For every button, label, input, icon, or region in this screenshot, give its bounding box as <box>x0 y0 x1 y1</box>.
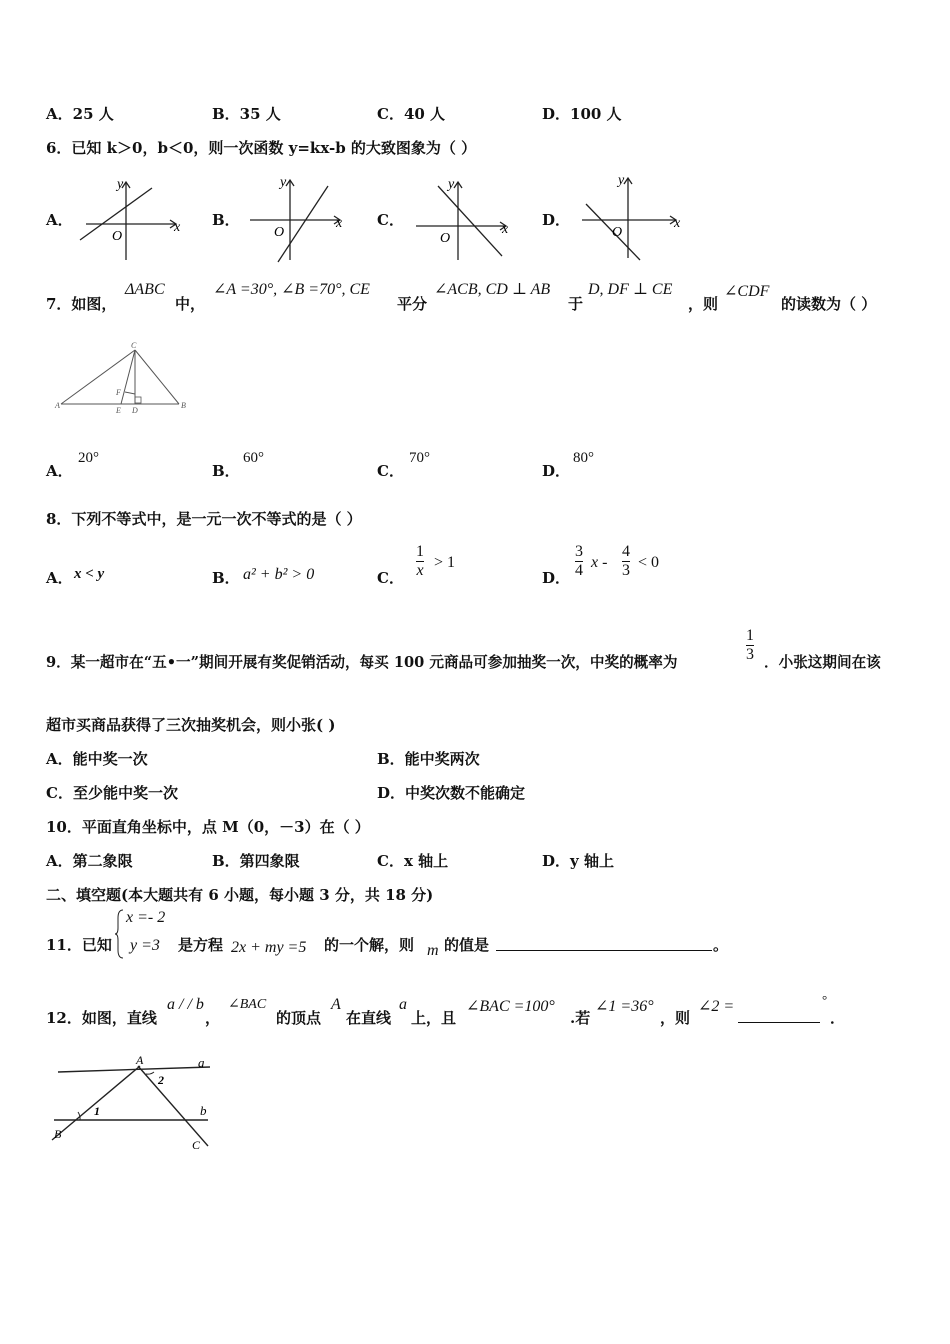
q8-d-denominator-1: 4 <box>575 562 583 579</box>
q8-option-b-label: B． <box>212 569 240 587</box>
q6-b-x-label: x <box>336 216 343 231</box>
q6-c-origin: O <box>440 231 451 246</box>
q12-label-angle-1: 1 <box>94 1104 100 1118</box>
q7-stem-part3: 平分 <box>397 295 428 313</box>
q7-stem-part6: 的读数为（ ） <box>781 295 877 313</box>
q11-system-eq1: x =- 2 <box>126 909 166 926</box>
q12-label-line-a: a <box>198 1055 205 1070</box>
q9-option-d: D．中奖次数不能确定 <box>377 784 526 802</box>
q9-probability-fraction <box>746 627 754 664</box>
q9-stem-line2: 超市买商品获得了三次抽奖机会，则小张( ) <box>46 716 336 734</box>
q12-math-angle1: ∠1 =36° <box>595 998 654 1015</box>
q7-stem-part4: 于 <box>568 295 584 313</box>
q8-c-numerator: 1 <box>416 543 424 560</box>
q11-system-eq2: y =3 <box>130 937 160 954</box>
q7-option-b-label: B． <box>212 462 240 480</box>
q7-option-d-value: 80° <box>573 450 594 466</box>
q7-label-e: E <box>116 406 121 415</box>
q10-option-b: B．第四象限 <box>212 852 300 870</box>
q6-b-origin: O <box>274 225 285 240</box>
q7-stem-part2: 中， <box>175 295 206 313</box>
q7-label-d: D <box>132 406 138 415</box>
q8-option-a-expr: x < y <box>74 566 105 582</box>
q11-equation: 2x + my =5 <box>231 939 307 956</box>
q12-stem-part3: 的顶点 <box>276 1009 322 1027</box>
q12-math-vertex: A <box>331 996 341 1013</box>
q12-stem-part5: 上，且 <box>411 1009 457 1027</box>
q7-stem-part1: 7．如图， <box>46 295 117 313</box>
q8-stem: 8．下列不等式中，是一元一次不等式的是（ ） <box>46 510 362 528</box>
q6-b-y-label: y <box>280 175 287 190</box>
q7-option-a-value: 20° <box>78 450 99 466</box>
q6-stem: 6．已知 k＞0，b＜0，则一次函数 y=kx-b 的大致图象为（ ） <box>46 139 477 157</box>
q6-label-d: D． <box>542 211 571 229</box>
q12-stem-part1: 12．如图，直线 <box>46 1009 157 1027</box>
q9-option-b: B．能中奖两次 <box>377 750 480 768</box>
q6-graph-a <box>76 176 186 266</box>
q7-option-b-value: 60° <box>243 450 264 466</box>
q8-option-b-expr: a² + b² > 0 <box>243 566 315 583</box>
q6-c-y-label: y <box>448 177 455 192</box>
q12-label-point-a: A <box>136 1053 144 1067</box>
q7-label-a: A <box>55 401 60 410</box>
q7-math-triangle: ΔABC <box>125 281 165 298</box>
q10-option-d: D．y 轴上 <box>542 852 614 870</box>
q11-stem-part3: 的一个解，则 <box>324 936 415 954</box>
q11-variable-m: m <box>427 942 439 959</box>
q12-label-angle-2: 2 <box>158 1073 164 1087</box>
q9-frac-denominator: 3 <box>746 646 754 663</box>
q7-triangle-figure <box>55 342 195 414</box>
q6-graph-b <box>244 176 354 266</box>
q12-label-point-c: C <box>192 1138 201 1152</box>
q10-option-c: C．x 轴上 <box>377 852 449 870</box>
q8-option-d-mid: x - <box>591 554 608 571</box>
q7-math-perp: D, DF ⊥ CE <box>588 281 673 298</box>
q12-math-angle-value: ∠BAC =100° <box>466 998 555 1015</box>
q7-label-b: B <box>181 401 186 410</box>
q7-option-c-label: C． <box>377 462 404 480</box>
q12-math-angle-bac: ∠BAC <box>228 997 267 1012</box>
q8-option-c-label: C． <box>377 569 404 587</box>
q12-stem-end: ． <box>830 1009 846 1027</box>
q6-graph-d <box>576 174 686 264</box>
q7-option-a-label: A． <box>46 462 73 480</box>
q5-option-d: D．100 人 <box>542 105 622 123</box>
q12-label-line-b: b <box>200 1103 207 1118</box>
q7-label-c: C <box>131 341 137 350</box>
q8-option-c-rest: > 1 <box>434 554 456 571</box>
q8-option-d-label: D． <box>542 569 571 587</box>
q11-system-brace <box>115 908 125 960</box>
q12-answer-blank[interactable] <box>738 1006 820 1023</box>
q7-math-bisect: ∠ACB, CD ⊥ AB <box>434 281 551 298</box>
q6-d-origin: O <box>612 225 623 240</box>
q5-option-a: A．25 人 <box>46 105 114 123</box>
q9-frac-numerator: 1 <box>746 627 754 644</box>
q8-d-denominator-2: 3 <box>622 562 630 579</box>
q8-d-numerator-1: 3 <box>575 543 583 560</box>
q12-degree-unit: ° <box>822 992 828 1007</box>
q9-option-a: A．能中奖一次 <box>46 750 148 768</box>
q8-option-d-fraction-2 <box>622 543 630 580</box>
q11-stem-part2: 是方程 <box>178 936 224 954</box>
q9-stem-line1: 9．某一超市在“五•一”期间开展有奖促销活动，每买 100 元商品可参加抽奖一次，中奖的概率为 <box>46 654 678 671</box>
q8-option-d-fraction-1 <box>575 543 583 580</box>
q10-stem: 10．平面直角坐标中，点 M（0，－3）在（ ） <box>46 818 370 836</box>
q5-option-b: B．35 人 <box>212 105 281 123</box>
q11-stem-part1: 11．已知 <box>46 936 112 954</box>
q12-label-point-b: B <box>54 1127 62 1141</box>
q7-option-d-label: D． <box>542 462 571 480</box>
q8-c-denominator: x <box>416 562 424 579</box>
q11-stem-end: 。 <box>713 936 729 954</box>
q12-stem-part7: ，则 <box>660 1009 691 1027</box>
q12-math-angle2: ∠2 = <box>698 998 735 1015</box>
q6-c-x-label: x <box>502 222 509 237</box>
q9-option-c: C．至少能中奖一次 <box>46 784 178 802</box>
q8-option-d-rest: < 0 <box>638 554 660 571</box>
q8-option-a-label: A． <box>46 569 73 587</box>
q12-parallel-lines-figure <box>50 1052 220 1154</box>
q12-stem-part2: ， <box>205 1009 221 1027</box>
q12-math-parallel: a / / b <box>167 996 204 1013</box>
q6-graph-c <box>410 176 520 266</box>
q11-stem-part4: 的值是 <box>444 936 490 954</box>
q8-option-c-fraction <box>416 543 424 580</box>
q6-d-x-label: x <box>674 216 681 231</box>
q11-answer-blank[interactable] <box>496 934 712 951</box>
q6-label-a: A． <box>46 211 73 229</box>
q7-math-cdf: ∠CDF <box>724 283 770 300</box>
q9-stem-line1-end: ．小张这期间在该 <box>764 654 881 671</box>
q7-math-angles: ∠A =30°, ∠B =70°, CE <box>213 281 370 298</box>
q7-label-f: F <box>116 388 121 397</box>
q6-a-origin: O <box>112 229 123 244</box>
q7-stem-part5: ，则 <box>688 295 719 313</box>
q12-stem-part6: .若 <box>570 1009 591 1027</box>
q5-option-c: C．40 人 <box>377 105 446 123</box>
q8-d-numerator-2: 4 <box>622 543 630 560</box>
q6-d-y-label: y <box>618 173 625 188</box>
section-2-heading: 二、填空题(本大题共有 6 小题，每小题 3 分，共 18 分) <box>46 886 434 904</box>
q6-label-b: B． <box>212 211 240 229</box>
q6-a-x-label: x <box>174 220 181 235</box>
q12-stem-part4: 在直线 <box>346 1009 392 1027</box>
q12-math-line-a: a <box>399 996 407 1013</box>
q6-label-c: C． <box>377 211 404 229</box>
q10-option-a: A．第二象限 <box>46 852 133 870</box>
q7-option-c-value: 70° <box>409 450 430 466</box>
q6-a-y-label: y <box>117 177 124 192</box>
